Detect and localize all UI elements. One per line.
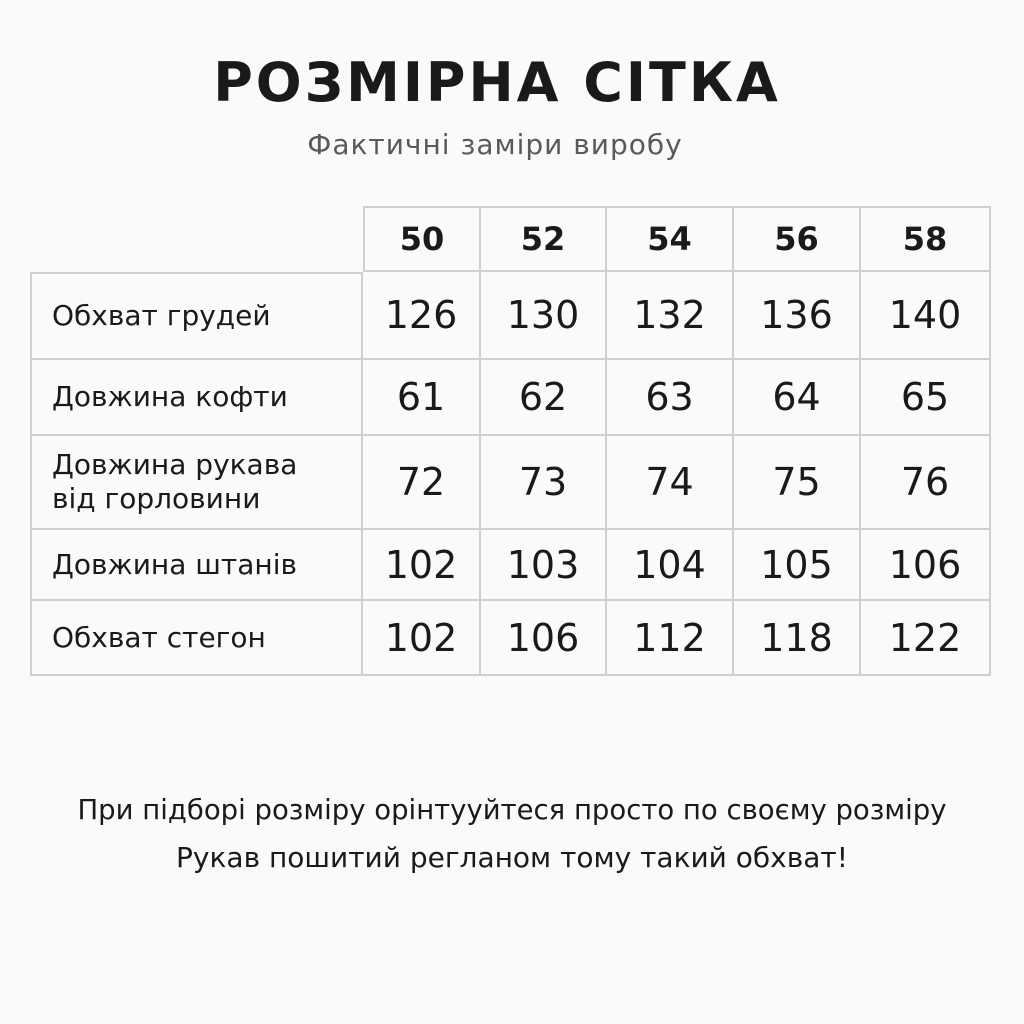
table-cell: 61 [363,360,481,436]
size-header: 58 [861,206,991,272]
table-cell: 63 [607,360,734,436]
table-cell: 65 [861,360,991,436]
size-header: 50 [363,206,481,272]
table-cell: 74 [607,436,734,530]
table-cell: 136 [734,272,861,360]
footer-note-1: При підборі розміру орінтууйтеся просто по своєму розміру [77,794,947,826]
table-cell: 102 [363,601,481,676]
page-subtitle: Фактичні заміри виробу [307,128,683,161]
table-cell: 64 [734,360,861,436]
table-cell: 104 [607,530,734,601]
footer-note-2: Рукав пошитий регланом тому такий обхват! [176,841,848,874]
table-cell: 106 [481,601,607,676]
table-cell: 62 [481,360,607,436]
size-table [30,206,991,676]
table-cell: 75 [734,436,861,530]
size-header: 54 [607,206,734,272]
table-cell: 76 [861,436,991,530]
table-cell: 112 [607,601,734,676]
table-cell: 140 [861,272,991,360]
row-label: Довжина кофти [30,360,363,436]
size-header: 52 [481,206,607,272]
row-label: Обхват стегон [30,601,363,676]
row-label: Довжина рукава від горловини [30,436,363,530]
row-label: Обхват грудей [30,272,363,360]
size-header: 56 [734,206,861,272]
table-cell: 106 [861,530,991,601]
row-label: Довжина штанів [30,530,363,601]
page-title: РОЗМІРНА СІТКА [213,51,781,114]
table-cell: 132 [607,272,734,360]
table-cell: 126 [363,272,481,360]
table-cell: 122 [861,601,991,676]
table-cell: 105 [734,530,861,601]
table-cell: 118 [734,601,861,676]
table-cell: 72 [363,436,481,530]
table-cell: 103 [481,530,607,601]
table-cell: 130 [481,272,607,360]
table-cell: 102 [363,530,481,601]
table-corner [30,206,363,272]
table-cell: 73 [481,436,607,530]
